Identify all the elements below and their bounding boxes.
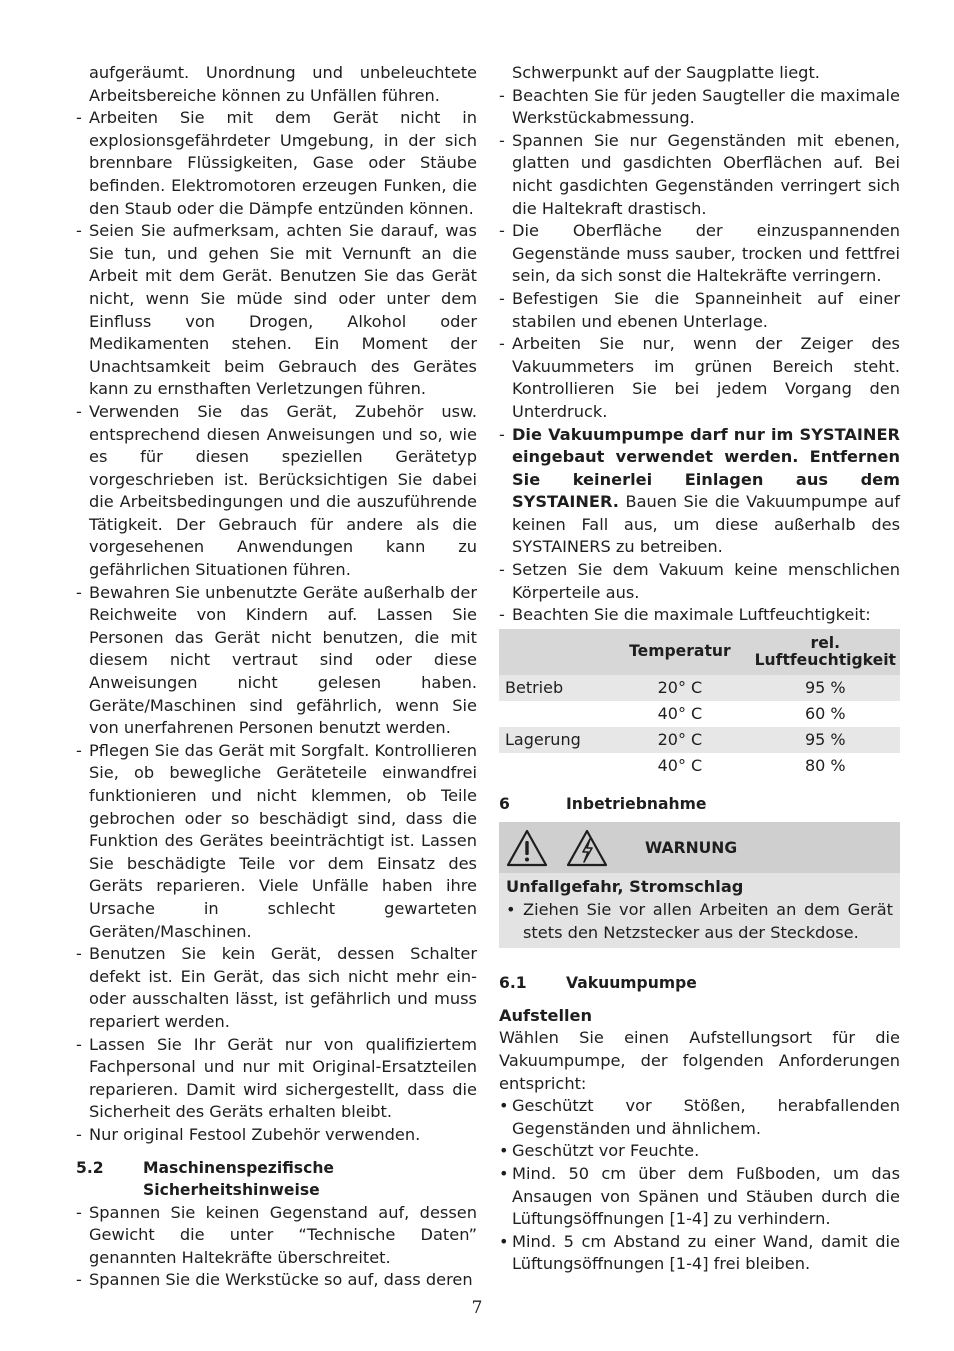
safety-item: - Spannen Sie keinen Gegenstand auf, dessen Gewicht die unter “Technische Daten” genannten Haltekräfte überschreitet. xyxy=(76,1202,477,1267)
safety-item: - Bewahren Sie unbenutzte Geräte außerhalb der Reichweite von Kindern auf. Lassen Sie Personen das Gerät nicht benutzen, die mit diesem nicht vertraut sind oder diese Anweisungen nicht gelesen haben. Geräte/Maschinen sind gefährlich, wenn Sie von unerfahrenen Personen benutzt werden. xyxy=(76,582,477,738)
list-item: • Geschützt vor Stößen, herabfallenden Gegenständen und ähnlichem. xyxy=(499,1096,900,1138)
list-item: • Mind. 50 cm über dem Fußboden, um das Ansaugen von Spänen und Stäuben durch die Lüftungsöffnungen [1-4] zu verhindern. xyxy=(499,1163,900,1229)
table-row xyxy=(499,753,900,779)
continued-paragraph: Schwerpunkt auf der Saugplatte liegt. xyxy=(512,63,820,82)
warning-body xyxy=(499,873,900,948)
table-cell: 80 % xyxy=(751,753,900,779)
table-cell: 40° C xyxy=(609,701,750,727)
table-header-cell xyxy=(499,629,609,675)
section-heading-5-2: 5.2 Maschinenspezifische Sicherheitshinweise xyxy=(76,1158,334,1200)
table-header-row xyxy=(499,629,900,675)
safety-item: - Benutzen Sie kein Gerät, dessen Schalter defekt ist. Ein Gerät, das sich nicht mehr ein- oder ausschalten lässt, ist gefährlich und muss repariert werden. xyxy=(76,944,477,1031)
safety-item: - Spannen Sie nur Gegenständen mit ebenen, glatten und gasdichten Oberflächen auf. Bei nicht gasdichten Gegenständen verringert sich die Haltekraft drastisch. xyxy=(499,130,900,218)
table-cell: 95 % xyxy=(751,727,900,753)
table-row xyxy=(499,701,900,727)
table-cell: 20° C xyxy=(609,675,750,701)
warning-bullet: • Ziehen Sie vor allen Arbeiten an dem Gerät stets den Netzstecker aus der Steckdose. xyxy=(506,900,893,942)
safety-item: - Nur original Festool Zubehör verwenden. xyxy=(76,1124,421,1144)
table-cell: 20° C xyxy=(609,727,750,753)
left-column xyxy=(76,62,477,1292)
warning-box xyxy=(499,822,900,948)
right-column xyxy=(499,62,900,1276)
electric-shock-icon xyxy=(565,828,609,868)
subheading-aufstellen: Aufstellen xyxy=(499,1005,593,1025)
safety-item: - Seien Sie aufmerksam, achten Sie darauf, was Sie tun, und gehen Sie mit Vernunft an die Arbeit mit dem Gerät. Benutzen Sie das Gerät nicht, wenn Sie müde sind oder unter dem Einfluss von Drogen, Alkohol oder Medikamenten stehen. Ein Moment der Unachtsamkeit beim Gebrauch des Gerätes kann zu ernsthaften Verletzungen führen. xyxy=(76,221,477,399)
table-cell: 40° C xyxy=(609,753,750,779)
safety-item: - Die Oberfläche der einzuspannenden Gegenstände muss sauber, trocken und fettfrei sein, da sich sonst die Haltekräfte verringern. xyxy=(499,221,900,286)
table-row xyxy=(499,675,900,701)
safety-item: - Lassen Sie Ihr Gerät nur von qualifiziertem Fachpersonal und nur mit Original-Ersatzteilen reparieren. Damit wird sichergestellt, dass die Sicherheit des Geräts erhalten bleibt. xyxy=(76,1034,477,1122)
safety-item-systainer: - Die Vakuumpumpe darf nur im SYSTAINER eingebaut verwendet werden. Entfernen Sie keinerlei Einlagen aus dem SYSTAINER. Bauen Sie die Vakuumpumpe auf keinen Fall aus, um diese außerhalb des SYSTAINERS zu betreiben. xyxy=(499,424,900,557)
table-cell xyxy=(499,701,609,727)
warning-title: WARNUNG xyxy=(645,839,738,858)
safety-item: - Arbeiten Sie nur, wenn der Zeiger des Vakuummeters im grünen Bereich steht. Kontrollieren Sie bei jedem Vorgang den Unterdruck. xyxy=(499,334,900,421)
safety-item: - Arbeiten Sie mit dem Gerät nicht in explosionsgefährdeter Umgebung, in der sich brennbare Flüssigkeiten, Gase oder Stäube befinden. Elektromotoren erzeugen Funken, die den Staub oder die Dämpfe entzünden können. xyxy=(76,108,477,218)
continued-paragraph: aufgeräumt. Unordnung und unbeleuchtete Arbeitsbereiche können zu Unfällen führen. xyxy=(89,63,477,105)
section-heading-6-1: 6.1 Vakuumpumpe xyxy=(499,974,697,993)
list-item: • Mind. 5 cm Abstand zu einer Wand, damit die Lüftungsöffnungen [1-4] frei bleiben. xyxy=(499,1231,900,1274)
humidity-table xyxy=(499,629,900,779)
section-heading-6: 6 Inbetriebnahme xyxy=(499,794,707,813)
warning-header xyxy=(499,822,900,873)
table-cell: 60 % xyxy=(751,701,900,727)
safety-item: - Befestigen Sie die Spanneinheit auf einer stabilen und ebenen Unterlage. xyxy=(499,288,900,331)
table-row xyxy=(499,727,900,753)
table-cell: Betrieb xyxy=(499,675,609,701)
page-number: 7 xyxy=(471,1298,483,1318)
list-item: • Geschützt vor Feuchte. xyxy=(499,1141,700,1161)
table-header-cell: Temperatur xyxy=(609,629,750,675)
safety-item: - Beachten Sie für jeden Saugteller die maximale Werkstückabmessung. xyxy=(499,85,900,128)
table-cell: 95 % xyxy=(751,675,900,701)
warning-triangle-icon xyxy=(505,828,549,868)
safety-item: - Pflegen Sie das Gerät mit Sorgfalt. Kontrollieren Sie, ob bewegliche Geräteteile einwandfrei funktionieren und nicht klemmen, ob Teile gebrochen oder so beschädigt sind, dass die Funktion des Gerätes beeinträchtigt ist. Lassen Sie beschädigte Teile vor dem Einsatz des Geräts reparieren. Viele Unfälle haben ihre Ursache in schlecht gewarteten Geräten/Maschinen. xyxy=(76,740,477,941)
warning-subtitle: Unfallgefahr, Stromschlag xyxy=(506,877,744,897)
aufstellen-intro: Wählen Sie einen Aufstellungsort für die Vakuumpumpe, der folgenden Anforderungen entspricht: xyxy=(499,1028,900,1093)
table-cell xyxy=(499,753,609,779)
safety-item: - Verwenden Sie das Gerät, Zubehör usw. entsprechend diesen Anweisungen und so, wie es für diesen speziellen Gerätetyp vorgeschrieben ist. Berücksichtigen Sie dabei die Arbeitsbedingungen und die auszuführende Tätigkeit. Der Gebrauch für andere als die vorgesehenen Anwendungen kann zu gefährlichen Situationen führen. xyxy=(76,401,477,580)
table-header-cell: rel. Luftfeuchtigkeit xyxy=(751,629,900,675)
safety-item: - Beachten Sie die maximale Luftfeuchtigkeit: xyxy=(499,605,871,625)
safety-item: - Setzen Sie dem Vakuum keine menschlichen Körperteile aus. xyxy=(499,560,900,602)
safety-item: - Spannen Sie die Werkstücke so auf, dass deren xyxy=(76,1270,473,1290)
table-cell: Lagerung xyxy=(499,727,609,753)
